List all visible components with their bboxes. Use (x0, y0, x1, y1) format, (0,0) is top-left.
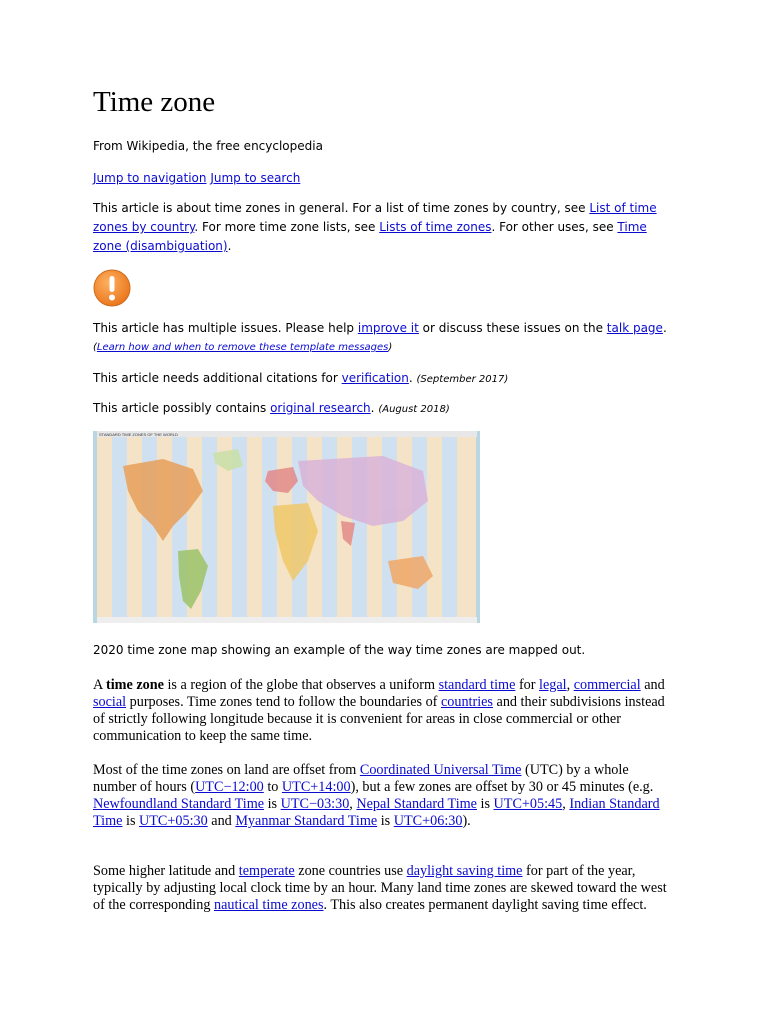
issues-text: . (662, 321, 667, 335)
research-text: . (370, 401, 375, 415)
map-heading: STANDARD TIME ZONES OF THE WORLD (99, 431, 178, 437)
countries-link[interactable]: countries (440, 694, 493, 710)
nautical-time-zones-link[interactable]: nautical time zones (213, 897, 324, 913)
newfoundland-standard-time-link[interactable]: Newfoundland Standard Time (93, 796, 265, 812)
legal-link[interactable]: legal (539, 677, 567, 693)
text: is (122, 813, 140, 829)
hatnote-text: . For other uses, see (491, 220, 618, 234)
paragraph-intro (93, 677, 668, 745)
text: . This also creates permanent daylight saving time effect. (323, 897, 647, 913)
time-zone-disambiguation-link[interactable]: Time zone (disambiguation) (93, 220, 647, 253)
indian-standard-time-link[interactable]: Indian Standard Time (93, 796, 660, 829)
text: for part of the year, typically by adjusting local clock time by an hour. Many land time zones are skewed toward the west of the corresponding (93, 863, 667, 913)
text: and (207, 813, 236, 829)
myanmar-standard-time-link[interactable]: Myanmar Standard Time (235, 813, 378, 829)
multiple-issues-notice (93, 319, 673, 338)
text: and their subdivisions instead of strictly following longitude because it is convenient for areas in close commercial or other communication to keep the same time. (93, 694, 665, 744)
text: , (562, 796, 570, 812)
text: , (566, 677, 574, 693)
paragraph-offsets (93, 762, 668, 830)
lists-of-time-zones-link[interactable]: Lists of time zones (379, 220, 492, 234)
list-of-time-zones-by-country-link[interactable]: List of time zones by country (93, 201, 657, 234)
text: to (263, 779, 282, 795)
issues-text: or discuss these issues on the (418, 321, 607, 335)
text: for (515, 677, 540, 693)
text: is (476, 796, 494, 812)
nepal-standard-time-link[interactable]: Nepal Standard Time (356, 796, 477, 812)
research-notice (93, 399, 673, 419)
research-text: This article possibly contains (93, 401, 271, 415)
talk-page-link[interactable]: talk page (606, 321, 663, 335)
text: A (93, 677, 107, 693)
text: (UTC) by a whole number of hours ( (93, 762, 629, 795)
tagline: From Wikipedia, the free encyclopedia (93, 139, 323, 153)
verification-link[interactable]: verification (341, 371, 409, 385)
text: is a region of the globe that observes a uniform (163, 677, 439, 693)
text: is (264, 796, 281, 812)
text: ), but a few zones are offset by 30 or 45 minutes (e.g. (350, 779, 654, 795)
citations-notice (93, 369, 673, 389)
jump-links (93, 169, 673, 188)
paragraph-dst (93, 863, 668, 914)
research-date: (August 2018) (378, 404, 450, 415)
text: purposes. Time zones tend to follow the boundaries of (126, 694, 441, 710)
standard-time-link[interactable]: standard time (438, 677, 516, 693)
utc-plus-14-link[interactable]: UTC+14:00 (281, 779, 351, 795)
utc-minus-0330-link[interactable]: UTC−03:30 (280, 796, 350, 812)
text: Some higher latitude and (93, 863, 239, 879)
utc-minus-12-link[interactable]: UTC−12:00 (195, 779, 264, 795)
citations-text: This article needs additional citations for (93, 371, 342, 385)
text: zone countries use (294, 863, 407, 879)
learn-note (93, 338, 673, 357)
learn-paren: ( (93, 342, 97, 353)
social-link[interactable]: social (93, 694, 127, 710)
temperate-link[interactable]: temperate (238, 863, 295, 879)
citations-date: (September 2017) (416, 374, 509, 385)
world-time-zone-map[interactable] (93, 431, 480, 623)
page-title: Time zone (93, 86, 216, 118)
hatnote-text: . For more time zone lists, see (194, 220, 380, 234)
learn-how-link[interactable]: Learn how and when to remove these template messages (96, 342, 389, 353)
hatnote (93, 199, 668, 256)
daylight-saving-time-link[interactable]: daylight saving time (406, 863, 523, 879)
citations-text: . (408, 371, 413, 385)
exclamation-warning-icon (93, 269, 131, 307)
jump-to-navigation-link[interactable]: Jump to navigation (93, 171, 207, 185)
text: and (640, 677, 665, 693)
coordinated-universal-time-link[interactable]: Coordinated Universal Time (359, 762, 522, 778)
map-caption: 2020 time zone map showing an example of the way time zones are mapped out. (93, 643, 586, 657)
utc-plus-0630-link[interactable]: UTC+06:30 (393, 813, 463, 829)
bold-term: time zone (106, 677, 164, 693)
jump-to-search-link[interactable]: Jump to search (210, 171, 301, 185)
hatnote-text: . (227, 239, 232, 253)
text: , (349, 796, 357, 812)
text: Most of the time zones on land are offset from (93, 762, 360, 778)
hatnote-text: This article is about time zones in general. For a list of time zones by country, see (93, 201, 590, 215)
commercial-link[interactable]: commercial (573, 677, 641, 693)
learn-paren: ) (388, 342, 393, 353)
text: ). (462, 813, 471, 829)
original-research-link[interactable]: original research (270, 401, 371, 415)
utc-plus-0545-link[interactable]: UTC+05:45 (493, 796, 563, 812)
text: is (377, 813, 394, 829)
utc-plus-0530-link[interactable]: UTC+05:30 (139, 813, 208, 829)
improve-it-link[interactable]: improve it (357, 321, 419, 335)
issues-text: This article has multiple issues. Please help (93, 321, 358, 335)
